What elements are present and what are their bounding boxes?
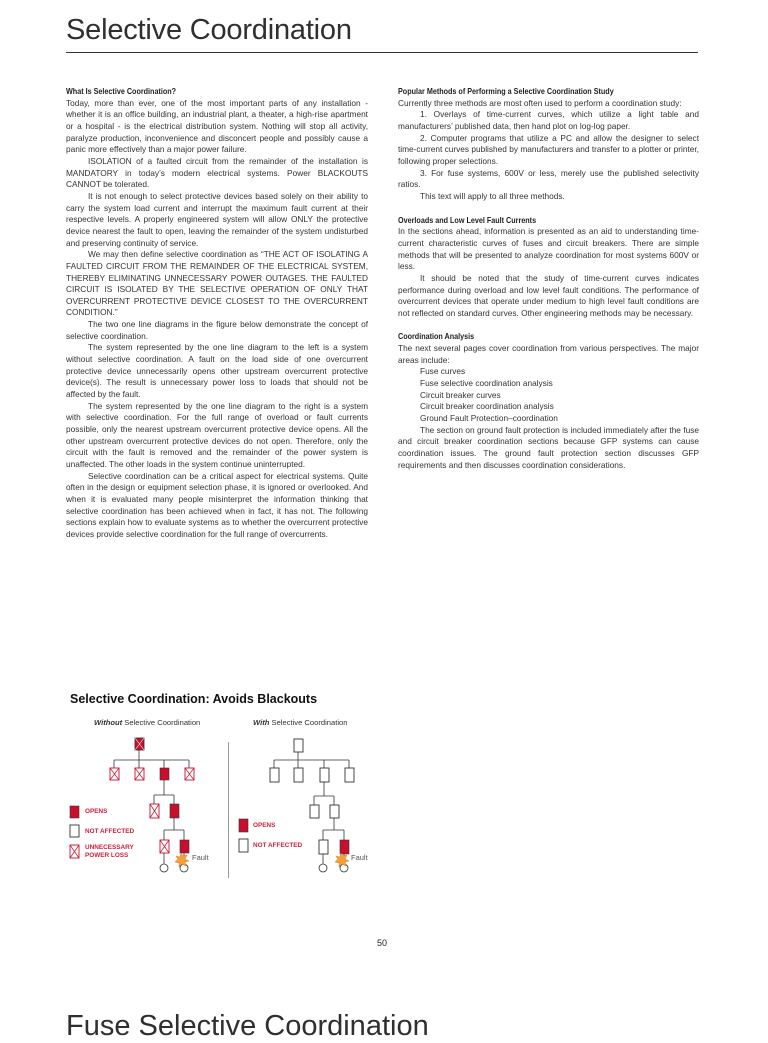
legend-opens-swatch: [70, 806, 79, 818]
legend-unnecessary-swatch: [70, 845, 79, 858]
paragraph: We may then define selective coordination as “THE ACT OF ISOLATING A FAULTED CIRCUIT FROM THE REMAINDER OF THE ELECTRICAL SYSTEM, THEREBY ELIMINATING UNNECESSARY POWER OUTAGES. THE FAULTED CIRCUIT IS ISOLATED BY THE SELECTIVE OPERATION OF ONLY THAT OVERCURRENT PROTECTIVE DEVICE CLOSEST TO THE OVERCURRENT CONDITION.”: [66, 249, 368, 318]
paragraph: Today, more than ever, one of the most important parts of any installation - whether it is an office building, an industrial plant, a theater, a high-rise apartment or a hospital - is the electrical distribution system. Nothing will stop all activity, paralyze production, inconvenience and disconcert people and possibly cause a panic more effectively than a major power failure.: [66, 97, 368, 155]
paragraph: The next several pages cover coordination from various perspectives. The major areas include:: [398, 343, 699, 365]
next-page-title: Fuse Selective Coordination: [66, 1010, 429, 1042]
left-column: [66, 86, 368, 541]
paragraph: Currently three methods are most often used to perform a coordination study:: [398, 97, 682, 108]
figure-title: Selective Coordination: Avoids Blackouts: [70, 692, 318, 706]
fault-icon: [175, 853, 189, 867]
fault-label: Fault: [192, 853, 209, 862]
fault-icon: [335, 853, 349, 867]
diagram-divider: [228, 742, 229, 878]
legend-unnecessary-label: UNNECESSARY POWER LOSS: [85, 844, 134, 859]
legend-not-affected-label: NOT AFFECTED: [85, 828, 135, 835]
paragraph: The two one line diagrams in the figure below demonstrate the concept of selective coordination.: [66, 319, 368, 341]
section-heading-what-is: What Is Selective Coordination?: [66, 86, 177, 96]
diagram-label-with: [253, 718, 347, 727]
legend-opens-swatch: [239, 819, 248, 832]
diagram-label-without-rest: Selective Coordination: [122, 718, 201, 727]
diagram-label-without: [94, 718, 200, 727]
page-number: 50: [377, 938, 388, 948]
paragraph: It should be noted that the study of time-current curves indicates performance during overload and low level fault conditions. The performance of overcurrent devices that operate under medium to high level fault conditions are not reflected on standard curves. Other engineering methods may be necessary.: [398, 272, 699, 318]
section-heading-methods: Popular Methods of Performing a Selective Coordination Study: [398, 86, 614, 96]
list-item: Circuit breaker coordination analysis: [420, 401, 554, 412]
paragraph: ISOLATION of a faulted circuit from the remainder of the installation is MANDATORY in today’s modern electrical systems. Power BLACKOUTS CANNOT be tolerated.: [66, 155, 368, 190]
right-column: [398, 86, 699, 471]
right-devices: [270, 739, 354, 854]
paragraph: This text will apply to all three methods.: [420, 190, 565, 201]
section-heading-coordination-analysis: Coordination Analysis: [398, 331, 475, 342]
legend-not-affected-label: NOT AFFECTED: [253, 842, 303, 849]
list-item: Circuit breaker curves: [420, 389, 501, 400]
list-item: Fuse selective coordination analysis: [420, 378, 553, 389]
paragraph: 3. For fuse systems, 600V or less, merely use the published selectivity ratios.: [398, 167, 699, 190]
diagram-label-with-rest: Selective Coordination: [269, 718, 348, 727]
paragraph: 2. Computer programs that utilize a PC and allow the designer to select time-current curves published by manufacturers and transfer to a plotter or printer, following proper selections.: [398, 132, 699, 166]
diagram-label-without-bold: Without: [94, 718, 123, 727]
paragraph: It is not enough to select protective devices based solely on their ability to carry the system load current and interrupt the maximum fault current at their respective levels. A properly engineered system will allow ONLY the protective device nearest the fault to open, leaving the remainder of the system undisturbed and preserving continuity of service.: [66, 190, 368, 248]
section-heading-overloads: Overloads and Low Level Fault Currents: [398, 214, 537, 225]
page-title: Selective Coordination: [66, 14, 352, 46]
fault-label: Fault: [351, 853, 368, 862]
paragraph: The section on ground fault protection is included immediately after the fuse and circuit breaker coordination sections because GFP systems can cause coordination issues. The ground fault protection section discusses GFP requirements and then discusses coordination considerations.: [398, 424, 699, 470]
legend-opens-label: OPENS: [253, 822, 276, 829]
list-item: Ground Fault Protection–coordination: [420, 413, 558, 424]
left-devices: [110, 738, 194, 853]
paragraph: The system represented by the one line diagram to the right is a system with selective coordination. For the full range of overload or fault currents possible, only the nearest upstream overcurrent protective device opens. All the other upstream overcurrent protective devices do not open. Therefore, only the circuit with the fault is removed and the remainder of the power system is unaffected. The other loads in the system continue uninterrupted.: [66, 400, 368, 469]
paragraph: In the sections ahead, information is presented as an aid to understanding time-current characteristic curves of fuses and circuit breakers. There are simple methods that will be presented to analyze coordination for most systems 600V or less.: [398, 226, 699, 272]
title-rule: [66, 52, 698, 53]
paragraph: Selective coordination can be a critical aspect for electrical systems. Quite often in the design or equipment selection phase, it is ignored or overlooked. And when it is evaluated many people misinterpret the information thinking that selective coordination has been achieved when in fact, it has not. The following sections explain how to evaluate systems as to whether the overcurrent protective devices provide selective coordination for the full range of overcurrents.: [66, 470, 368, 539]
legend-not-affected-swatch: [239, 839, 248, 852]
list-item: Fuse curves: [420, 366, 466, 377]
paragraph: 1. Overlays of time-current curves, which utilize a light table and manufacturers’ published data, then hand plot on log-log paper.: [398, 109, 699, 131]
legend-not-affected-swatch: [70, 825, 79, 837]
major-areas-list: [398, 366, 699, 424]
legend-opens-label: OPENS: [85, 808, 108, 815]
diagram-label-with-bold: With: [253, 718, 270, 727]
paragraph: The system represented by the one line diagram to the left is a system without selective coordination. A fault on the load side of one overcurrent protective device unnecessarily opens other upstream overcurrent protective device(s). The result is unnecessary power loss to loads that should not be affected by the fault.: [66, 342, 368, 400]
